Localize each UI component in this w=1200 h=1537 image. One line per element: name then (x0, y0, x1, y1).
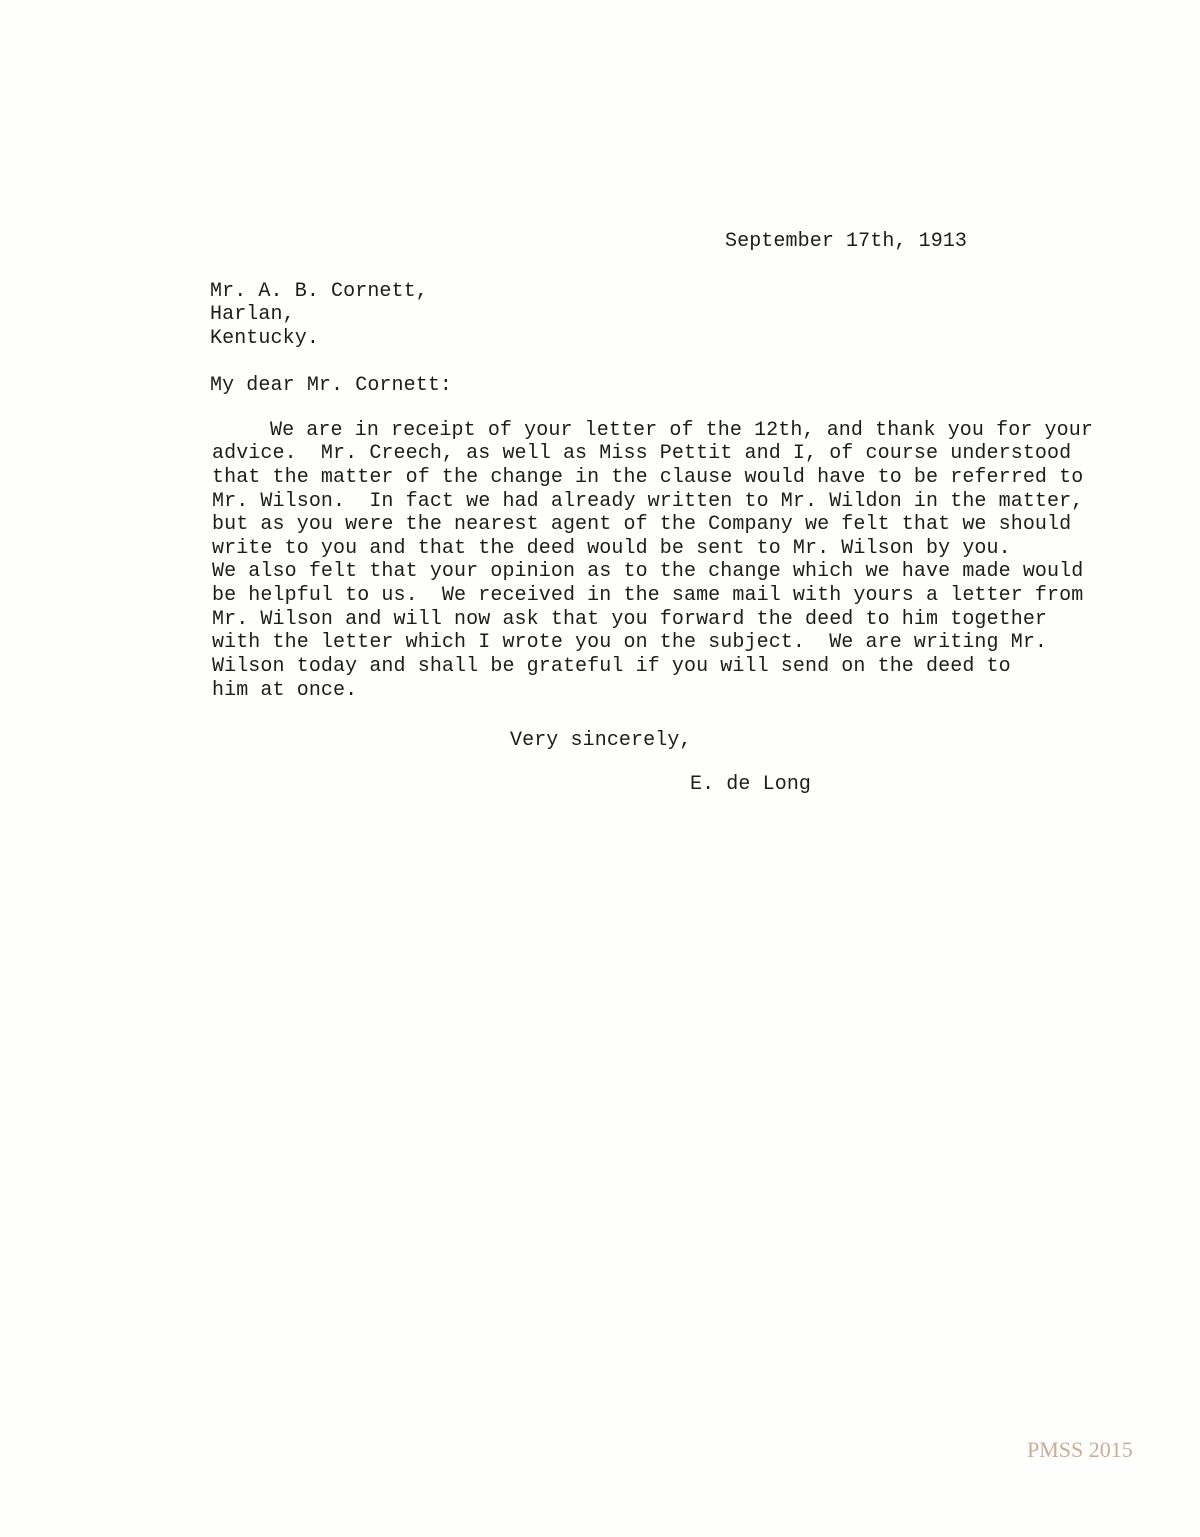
body-line: Mr. Wilson and will now ask that you forward the deed to him together (212, 608, 1048, 631)
body-line: but as you were the nearest agent of the Company we felt that we should (212, 513, 1072, 536)
signature: E. de Long (690, 773, 812, 796)
body-line: We are in receipt of your letter of the 12th, and thank you for your (270, 419, 1093, 442)
body-line: advice. Mr. Creech, as well as Miss Pettit and I, of course understood (212, 442, 1072, 465)
address-line-1: Mr. A. B. Cornett, (210, 280, 428, 303)
body-line: that the matter of the change in the clause would have to be referred to (212, 466, 1084, 489)
body-line: We also felt that your opinion as to the change which we have made would (212, 560, 1084, 583)
closing: Very sincerely, (510, 729, 692, 752)
body-line: Mr. Wilson. In fact we had already written to Mr. Wildon in the matter, (212, 490, 1084, 513)
body-line: be helpful to us. We received in the same mail with yours a letter from (212, 584, 1084, 607)
salutation: My dear Mr. Cornett: (210, 374, 453, 397)
letter-date: September 17th, 1913 (725, 230, 968, 253)
body-line: write to you and that the deed would be sent to Mr. Wilson by you. (212, 537, 1011, 560)
body-line: with the letter which I wrote you on the subject. We are writing Mr. (212, 631, 1048, 654)
body-line: him at once. (212, 679, 358, 702)
address-line-3: Kentucky. (210, 327, 319, 350)
address-line-2: Harlan, (210, 303, 295, 326)
body-line: Wilson today and shall be grateful if you will send on the deed to (212, 655, 1011, 678)
archive-watermark: PMSS 2015 (1027, 1437, 1133, 1462)
